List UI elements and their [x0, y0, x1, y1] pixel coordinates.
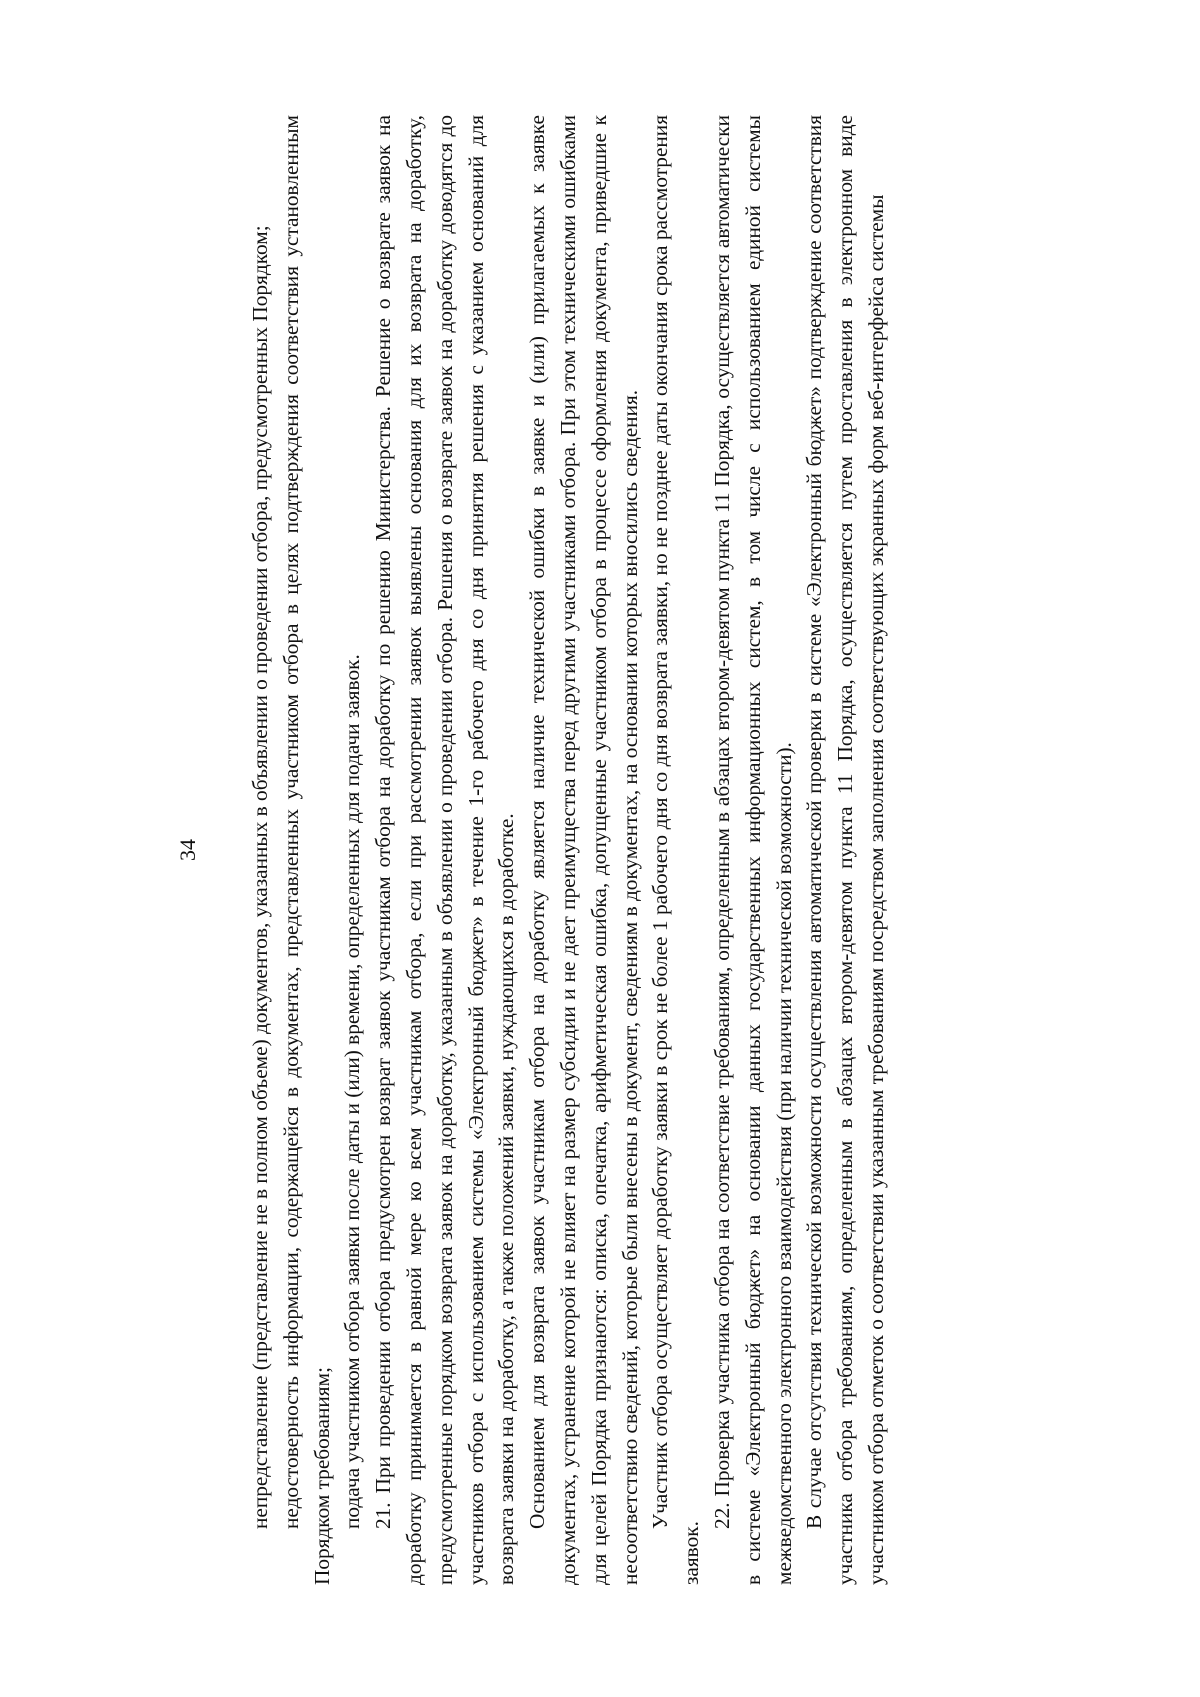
- document-body: [245, 115, 892, 1585]
- rotated-page: [175, 115, 995, 1585]
- paragraph-p8: В случае отсутствия технической возможности осуществления автоматической проверки в системе «Электронный бюджет» подтверждение соответствия участника отбора требованиям, определенным в абзацах втором-девятом пункта 11 Порядка, осуществляется путем проставления в электронном виде участником отбора отметок о соответствии указанным требованиям посредством заполнения соответствующих экранных форм веб-интерфейса системы: [802, 115, 888, 1585]
- paragraph-p2: недостоверность информации, содержащейся в документах, представленных участником отбора в целях подтверждения соответствия установленным Порядком требованиям;: [278, 115, 334, 1585]
- paragraph-p5: Основанием для возврата заявок участникам отбора на доработку является наличие технической ошибки в заявке и (или) прилагаемых к заявке документах, устранение которой не влияет на размер субсидии и не дает преимущества перед другими участниками отбора. При этом техническими ошибками для целей Порядка признаются: описка, опечатка, арифметическая ошибка, допущенные участником отбора в процессе оформления документа, приведшие к несоответствию сведений, которые были внесены в документ, сведениям в документах, на основании которых вносились сведения.: [525, 115, 642, 1585]
- page-number: 34: [175, 839, 200, 861]
- paragraph-p7: 22. Проверка участника отбора на соответствие требованиям, определенным в абзацах втором-девятом пункта 11 Порядка, осуществляется автоматически в системе «Электронный бюджет» на основании данных государственных информационных систем, в том числе с использованием единой системы межведомственного электронного взаимодействия (при наличии технической возможности).: [709, 115, 796, 1585]
- paragraph-p3: подача участником отбора заявки после даты и (или) времени, определенных для подачи заявок.: [340, 654, 365, 1529]
- paragraph-p1: непредставление (представление не в полном объеме) документов, указанных в объявлении о проведении отбора, предусмотренных Порядком;: [248, 225, 272, 1529]
- paragraph-p4: 21. При проведении отбора предусмотрен возврат заявок участникам отбора на доработку по решению Министерства. Решение о возврате заявок на доработку принимается в равной мере ко всем участникам отбора, если при рассмотрении заявок выявлены основания для их возврата на доработку, предусмотренные порядком возврата заявок на доработку, указанным в объявлении о проведении отбора. Решения о возврате заявок на доработку доводятся до участников отбора с использованием системы «Электронный бюджет» в течение 1-го рабочего дня со дня принятия решения с указанием оснований для возврата заявки на доработку, а также положений заявки, нуждающихся в доработке.: [371, 115, 519, 1585]
- paragraph-p6: Участник отбора осуществляет доработку заявки в срок не более 1 рабочего дня со дня возврата заявки, но не позднее даты окончания срока рассмотрения заявок.: [648, 115, 704, 1585]
- scan-artifact: [0, 1657, 420, 1697]
